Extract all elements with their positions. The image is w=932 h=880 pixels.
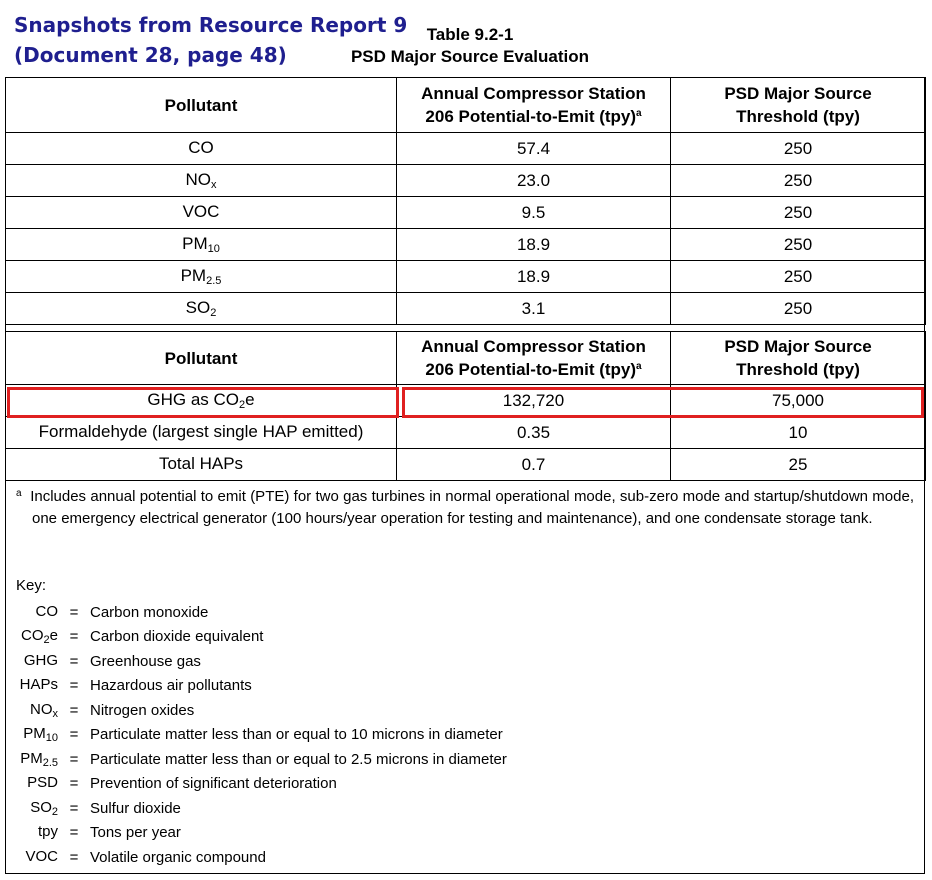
header-threshold: PSD Major Source Threshold (tpy) [671, 332, 926, 385]
pollutant-cell: CO [6, 133, 397, 165]
table-header-row [6, 78, 926, 133]
threshold-cell: 250 [671, 165, 926, 197]
table-row [6, 417, 926, 449]
pte-cell: 3.1 [397, 293, 671, 325]
threshold-cell: 250 [671, 229, 926, 261]
pte-cell: 57.4 [397, 133, 671, 165]
pte-cell: 9.5 [397, 197, 671, 229]
threshold-cell: 250 [671, 197, 926, 229]
threshold-cell: 250 [671, 133, 926, 165]
header-pte: Annual Compressor Station 206 Potential-to-Emit (tpy)$^a$ [397, 332, 671, 385]
pollutant-cell: $NO_x$ [6, 165, 397, 197]
header-threshold: PSD Major Source Threshold (tpy) [671, 78, 926, 133]
footnote-mark: a [16, 488, 22, 499]
table-row [6, 133, 926, 165]
threshold-cell: 10 [671, 417, 926, 449]
key-title: Key: [16, 577, 47, 594]
caption-line-2: (Document 28, page 48) [14, 43, 287, 67]
table-name: PSD Major Source Evaluation [350, 47, 590, 66]
highlight-box-values [402, 387, 924, 418]
highlight-box-pollutant [7, 387, 399, 418]
pollutant-cell: $SO_2$ [6, 293, 397, 325]
table-row [6, 197, 926, 229]
key-item: GHG = Greenhouse gas [23, 651, 201, 670]
pte-cell: 0.7 [397, 449, 671, 481]
key-item: $PM_{10}$ = Particulate matter less than or equal to 10 microns in diameter [23, 725, 503, 745]
key-item: HAPs = Hazardous air pollutants [19, 676, 252, 695]
table-title [300, 24, 640, 68]
table-row [6, 165, 926, 197]
threshold-cell: 75,000 [671, 385, 926, 417]
key-item: CO = Carbon monoxide [35, 602, 209, 621]
footnote-text: Includes annual potential to emit (PTE) for two gas turbines in normal operational mode, sub-zero mode and startup/shutdown mode, one emergency electrical generator (100 hours/year operation for testing and maintenance), and one condensate storage tank. [30, 488, 914, 527]
key-item: tpy = Tons per year [37, 823, 181, 842]
table-header-row [6, 332, 926, 385]
key-item: $NO_x$ = Nitrogen oxides [30, 700, 195, 720]
pollutant-cell: $PM_{10}$ [6, 229, 397, 261]
table-footnote [16, 486, 914, 529]
pte-cell: 0.35 [397, 417, 671, 449]
key-item: $PM_{2.5}$ = Particulate matter less than or equal to 2.5 microns in diameter [20, 749, 507, 769]
threshold-cell: 250 [671, 261, 926, 293]
key-item: $CO_2e$ = Carbon dioxide equivalent [21, 627, 264, 647]
pollutant-cell: Total HAPs [6, 449, 397, 481]
abbreviation-key [10, 600, 507, 870]
header-pollutant: Pollutant [6, 332, 397, 385]
pollutant-cell: $PM_{2.5}$ [6, 261, 397, 293]
pte-cell: 23.0 [397, 165, 671, 197]
threshold-cell: 25 [671, 449, 926, 481]
key-item: VOC = Volatile organic compound [25, 847, 266, 866]
header-pte: Annual Compressor Station 206 Potential-to-Emit (tpy)$^a$ [397, 78, 671, 133]
table-row [6, 229, 926, 261]
pte-cell: 132,720 [397, 385, 671, 417]
table-row [6, 293, 926, 325]
pte-cell: 18.9 [397, 261, 671, 293]
table-row [6, 449, 926, 481]
pte-cell: 18.9 [397, 229, 671, 261]
key-item: PSD = Prevention of significant deterioration [27, 774, 337, 793]
pollutant-cell: GHG as $CO_2e$ [6, 385, 397, 417]
header-pollutant: Pollutant [6, 78, 397, 133]
criteria-pollutant-table [5, 77, 926, 325]
table-row [6, 261, 926, 293]
table-number: Table 9.2-1 [426, 25, 514, 44]
caption-line-1: Snapshots from Resource Report 9 [14, 13, 408, 37]
threshold-cell: 250 [671, 293, 926, 325]
pollutant-cell: Formaldehyde (largest single HAP emitted) [6, 417, 397, 449]
pollutant-cell: VOC [6, 197, 397, 229]
key-item: $SO_2$ = Sulfur dioxide [30, 798, 181, 818]
